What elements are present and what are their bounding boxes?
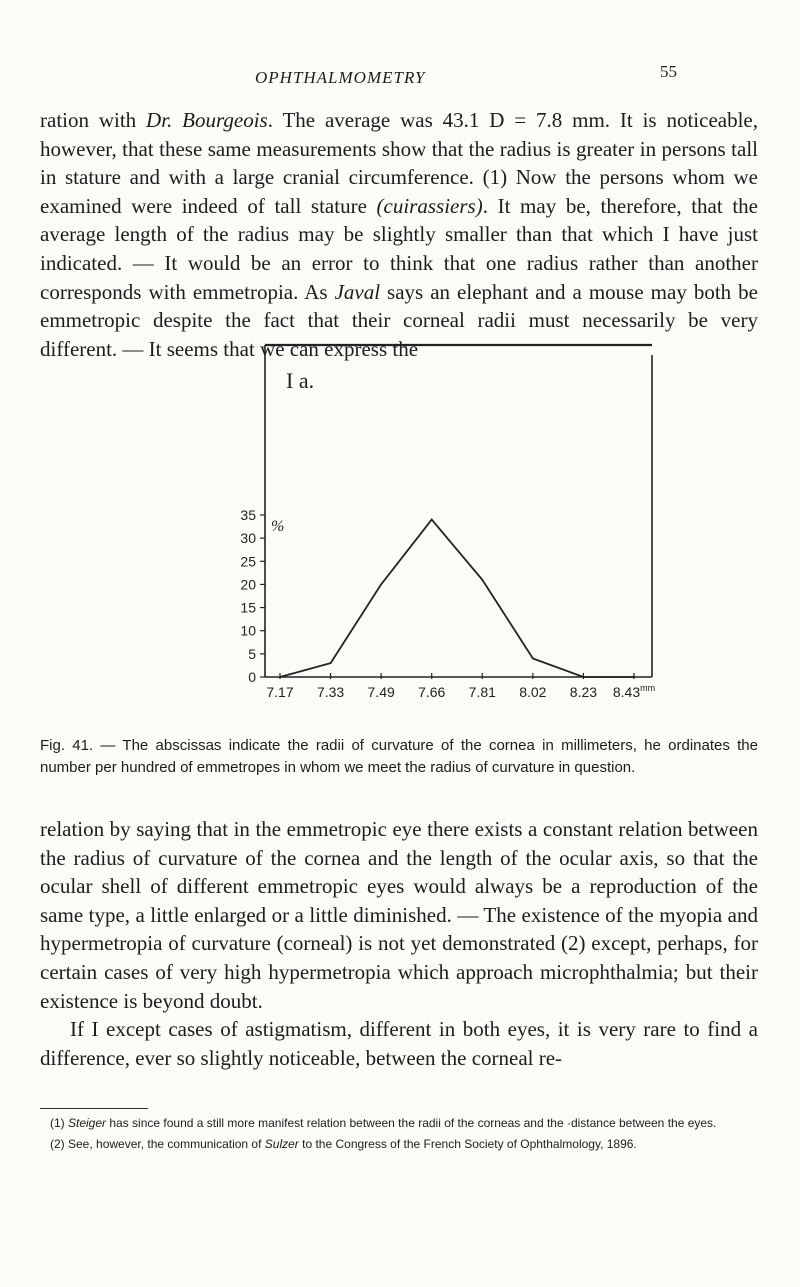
x-tick-label: 7.81 xyxy=(468,684,496,700)
x-tick-label: 7.17 xyxy=(266,684,294,700)
caption-text: — The abscissas indicate the radii of curvature of the cornea in millimeters, he ordinates the number per hundred of emmetropes in whom we meet the radius of curvature in question. xyxy=(40,737,758,776)
y-axis-unit-label: % xyxy=(271,518,285,535)
x-tick-label: 7.33 xyxy=(316,684,345,700)
x-tick-label: 8.02 xyxy=(519,684,547,700)
figure-caption xyxy=(40,735,758,779)
data-point xyxy=(532,658,534,660)
y-tick-label: 0 xyxy=(248,669,256,685)
data-point xyxy=(279,676,281,678)
data-point xyxy=(633,676,635,678)
x-axis xyxy=(265,673,652,679)
figure-label: Fig. 41. xyxy=(40,737,94,754)
data-point xyxy=(431,519,433,521)
y-tick-label: 15 xyxy=(240,599,256,616)
x-tick-label: 8.23 xyxy=(569,684,598,700)
y-tick-label: 25 xyxy=(240,553,256,570)
footnote-1 xyxy=(40,1114,758,1133)
paragraph: relation by saying that in the emmetropic eye there exists a constant relation between the radius of curvature of the cornea and the length of the ocular axis, so that the ocular shell of different emmetropic eyes would always be a reproduction of the same type, a little enlarged or a little diminished. — The existence of the myopia and hypermetropia of curvature (corneal) is not yet demonstrated (2) except, perhaps, for certain cases of very high hypermetropia which approach microphthalmia; but their existence is beyond doubt. xyxy=(40,817,758,1013)
x-tick-label: 7.66 xyxy=(418,684,446,700)
running-head: OPHTHALMOMETRY xyxy=(255,68,426,87)
author-name: Steiger xyxy=(68,1116,107,1130)
data-point xyxy=(380,584,382,586)
text-run: . The average was 43.1 D = 7.8 mm. It is noticeable, however, that these same measurements show that the radius is greater in persons tall in stature and with a large cranial circumference. (1) Now the persons whom we examined were indeed of tall stature xyxy=(40,108,758,218)
x-unit-superscript: mm xyxy=(640,683,656,693)
text-run: to the Congress of the French Society of Ophthalmology, 1896. xyxy=(298,1137,637,1151)
author-name: Javal xyxy=(334,279,381,304)
footnote-2 xyxy=(40,1135,758,1154)
footnotes xyxy=(40,1114,758,1156)
text-run: . It may be, therefore, that the average length of the radius may be slightly smaller than that which I have just indicated. — It would be an error to think that one radius rather than another corresponds with emmetropia. As xyxy=(40,193,758,304)
data-point xyxy=(583,676,585,678)
chart-frame xyxy=(265,345,652,677)
paragraph-bottom xyxy=(40,815,758,1072)
x-tick-label: $8.43^{mm}$ xyxy=(612,683,656,700)
text-run: has since found a still more manifest relation between the radii of the corneas and the ·distance between the eyes. xyxy=(106,1116,717,1130)
italic-term: (cuirassiers) xyxy=(376,193,483,218)
y-tick-label: 30 xyxy=(240,530,256,547)
page-number: 55 xyxy=(660,62,677,81)
author-name: Dr. Bourgeois xyxy=(146,108,268,132)
paragraph: If I except cases of astigmatism, different in both eyes, it is very rare to find a difference, ever so slightly noticeable, between the corneal re- xyxy=(40,1017,758,1070)
footnote-rule xyxy=(40,1108,148,1109)
text-run: (2) See, however, the communication of xyxy=(50,1137,265,1151)
y-tick-label: 10 xyxy=(240,622,256,639)
text-run: says an elephant and a mouse may both be emmetropic despite the fact that their corneal radii must necessarily be very different. — It seems that we can express the xyxy=(40,279,758,361)
distribution-curve xyxy=(280,520,634,677)
data-point xyxy=(481,579,483,581)
text-run: ration with xyxy=(40,108,147,132)
x-tick-label: 7.49 xyxy=(367,684,395,700)
chart-title: I a. xyxy=(286,368,315,393)
author-name: Sulzer xyxy=(264,1137,299,1151)
y-tick-label: 5 xyxy=(248,645,256,662)
y-tick-label: 20 xyxy=(240,576,256,593)
data-point xyxy=(330,662,332,664)
text-run: (1) xyxy=(50,1116,68,1130)
y-tick-label: 35 xyxy=(240,507,256,523)
